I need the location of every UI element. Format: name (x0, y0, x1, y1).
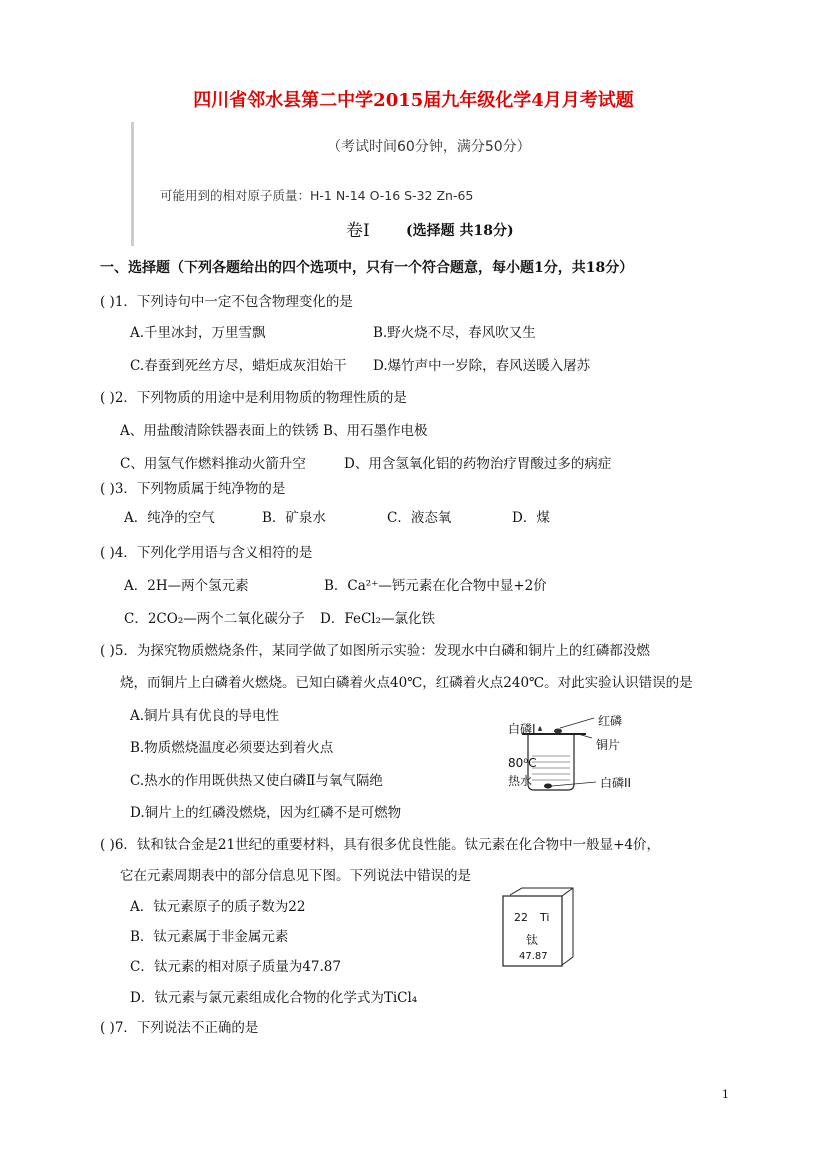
q3-option-a: A．纯净的空气 (124, 510, 215, 526)
q3-option-c: C．液态氧 (387, 510, 452, 526)
q2-option-d: D、用含氢氧化铝的药物治疗胃酸过多的病症 (344, 456, 612, 472)
question-1: ( )1．下列诗句中一定不包含物理变化的是 (100, 294, 353, 310)
question-5: ( )5．为探究物质燃烧条件，某同学做了如图所示实验：发现水中白磷和铜片上的红磷都没燃 (100, 643, 650, 659)
header-rule (131, 122, 134, 246)
q2-option-c: C、用氢气作燃料推动火箭升空 (120, 456, 306, 472)
volume-desc: (选择题 共18分) (406, 223, 514, 239)
question-5-cont: 烧，而铜片上白磷着火燃烧。已知白磷着火点40℃，红磷着火点240℃。对此实验认识错误的是 (120, 675, 693, 691)
volume-label: 卷Ⅰ (346, 221, 370, 241)
element-name: 钛 (526, 933, 539, 947)
q4-option-b: B．Ca²⁺—钙元素在化合物中显+2价 (324, 578, 547, 594)
question-6-cont: 它在元素周期表中的部分信息见下图。下列说法中错误的是 (120, 868, 471, 884)
q6-option-c: C．钛元素的相对原子质量为47.87 (130, 959, 341, 975)
question-2: ( )2．下列物质的用途中是利用物质的物理性质的是 (100, 390, 407, 406)
label-hot-water: 热水 (508, 774, 533, 788)
q3-option-d: D．煤 (512, 510, 550, 526)
q5-option-a: A.铜片具有优良的导电性 (130, 708, 280, 724)
exam-time: （考试时间60分钟，满分50分） (327, 139, 531, 155)
page-number: 1 (722, 1088, 729, 1101)
q6-option-d: D．钛元素与氯元素组成化合物的化学式为TiCl₄ (130, 990, 418, 1006)
label-red-phosphorus: 红磷 (598, 714, 623, 728)
q5-option-c: C.热水的作用既供热又使白磷Ⅱ与氧气隔绝 (130, 773, 383, 789)
q4-option-a: A．2H—两个氢元素 (124, 578, 249, 594)
label-white-phosphorus-2: 白磷II (600, 776, 632, 790)
question-7: ( )7．下列说法不正确的是 (100, 1020, 259, 1036)
q1-option-b: B.野火烧不尽，春风吹又生 (373, 325, 536, 341)
q3-option-b: B．矿泉水 (262, 510, 326, 526)
q5-option-b: B.物质燃烧温度必须要达到着火点 (130, 740, 334, 756)
element-number: 22 (514, 911, 528, 924)
q1-option-d: D.爆竹声中一岁除，春风送暖入屠苏 (373, 358, 591, 374)
section-heading: 一、选择题（下列各题给出的四个选项中，只有一个符合题意，每小题1分，共18分） (100, 260, 634, 276)
question-3: ( )3．下列物质属于纯净物的是 (100, 481, 286, 497)
question-6: ( )6．钛和钛合金是21世纪的重要材料，具有很多优良性能。钛元素在化合物中一般显+4价， (100, 837, 660, 853)
atomic-masses: 可能用到的相对原子质量：H-1 N-14 O-16 S-32 Zn-65 (160, 188, 474, 203)
question-4: ( )4．下列化学用语与含义相符的是 (100, 545, 313, 561)
label-temperature: 80⁰C (508, 756, 537, 770)
element-symbol: Ti (540, 911, 550, 924)
q6-option-b: B．钛元素属于非金属元素 (130, 929, 289, 945)
q4-option-d: D．FeCl₂—氯化铁 (320, 611, 436, 627)
page-title: 四川省邻水县第二中学2015届九年级化学4月月考试题 (193, 90, 634, 111)
element-mass: 47.87 (519, 951, 548, 962)
q6-option-a: A．钛元素原子的质子数为22 (130, 899, 306, 915)
q1-option-a: A.千里冰封，万里雪飘 (130, 325, 266, 341)
q2-option-ab: A、用盐酸清除铁器表面上的铁锈 B、用石墨作电极 (120, 423, 428, 439)
q4-option-c: C．2CO₂—两个二氧化碳分子 (124, 611, 305, 627)
q1-option-c: C.春蚕到死丝方尽，蜡炬成灰泪始干 (130, 358, 347, 374)
label-copper-sheet: 铜片 (596, 738, 621, 752)
label-white-phosphorus-1: 白磷Ⅰ (508, 722, 536, 736)
combustion-figure (508, 712, 658, 796)
q5-option-d: D.铜片上的红磷没燃烧，因为红磷不是可燃物 (130, 805, 402, 821)
periodic-element-tile (502, 887, 574, 971)
